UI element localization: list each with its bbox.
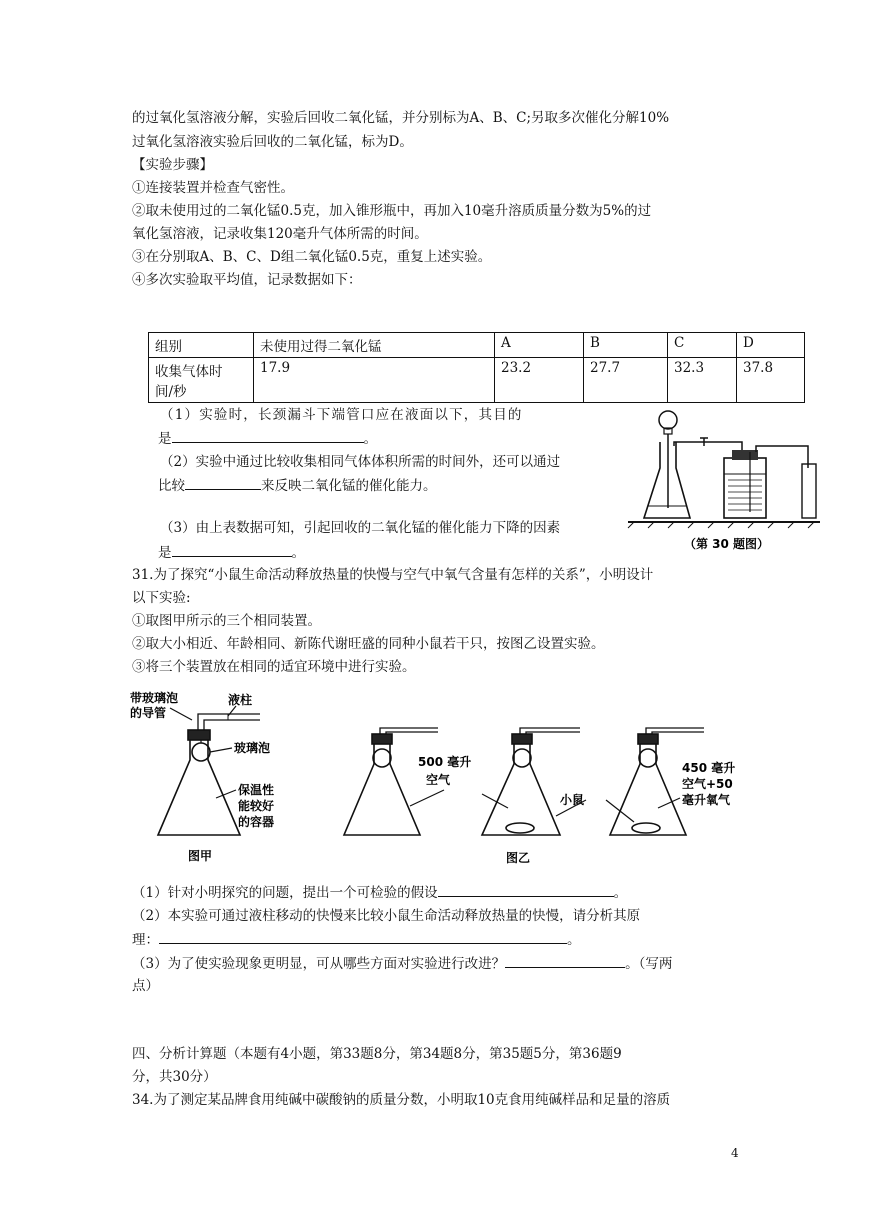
tube-label: 的导管 <box>130 706 167 720</box>
table-cell: 17.9 <box>254 358 495 403</box>
prefix: 理： <box>132 932 159 948</box>
suffix: 。 <box>613 885 628 901</box>
prefix: 比较 <box>158 478 185 494</box>
text-line: 的过氧化氢溶液分解，实验后回收二氧化锰，并分别标为A、B、C;另取多次催化分解10% <box>132 110 670 126</box>
table-cell: B <box>584 333 668 358</box>
bulb-label: 玻璃泡 <box>234 741 271 755</box>
suffix: 。 <box>291 545 305 561</box>
apparatus-figure-30 <box>624 408 824 558</box>
row-label: 收集气体时 <box>155 364 223 380</box>
figure-caption: 图甲 <box>188 849 213 863</box>
tube-label: 带玻璃泡 <box>130 691 179 705</box>
step-4: ④多次实验取平均值，记录数据如下： <box>132 272 362 288</box>
table-cell: 23.2 <box>495 358 584 403</box>
table-cell: C <box>668 333 737 358</box>
air-label: 空气 <box>426 773 451 787</box>
liquid-column-label: 液柱 <box>228 693 253 707</box>
answer-blank[interactable] <box>172 428 364 443</box>
container-label: 保温性 <box>238 783 275 797</box>
answer-blank[interactable] <box>159 929 567 944</box>
air-label: 500 毫升 <box>418 755 472 769</box>
text-line: 过氧化氢溶液实验后回收的二氧化锰，标为D。 <box>132 134 413 150</box>
mix-label: 空气+50 <box>682 777 733 791</box>
q31-step-2: ②取大小相近、年龄相同、新陈代谢旺盛的同种小鼠若干只，按图乙设置实验。 <box>132 636 605 652</box>
table-cell: 未使用过得二氧化锰 <box>254 333 495 358</box>
step-3: ③在分别取A、B、C、D组二氧化锰0.5克，重复上述实验。 <box>132 249 492 265</box>
section-heading: 【实验步骤】 <box>132 157 213 173</box>
figure-caption: （第 30 题图） <box>684 537 770 551</box>
question-text: （1）针对小明探究的问题，提出一个可检验的假设 <box>132 885 438 901</box>
section-4-heading: 四、分析计算题（本题有4小题，第33题8分，第34题8分，第35题5分，第36题9 <box>132 1046 622 1062</box>
answer-blank[interactable] <box>505 953 625 968</box>
prefix: 是 <box>158 431 172 447</box>
container-label: 能较好 <box>238 799 275 813</box>
section-4-heading-cont: 分，共30分） <box>132 1069 217 1085</box>
mouse-label: 小鼠 <box>560 793 585 807</box>
table-cell: 组别 <box>149 333 254 358</box>
table-cell: D <box>737 333 805 358</box>
q30-1-line <box>158 428 377 449</box>
question-text: （3）为了使实验现象更明显，可从哪些方面对实验进行改进？ <box>132 956 506 972</box>
table-row <box>149 358 805 403</box>
answer-blank[interactable] <box>438 882 614 897</box>
step-2: ②取未使用过的二氧化锰0.5克，加入锥形瓶中，再加入10毫升溶质质量分数为5%的过 <box>132 203 652 219</box>
table-header-row <box>149 333 805 358</box>
q31-step-3: ③将三个装置放在相同的适宜环境中进行实验。 <box>132 659 416 675</box>
q31-step-1: ①取图甲所示的三个相同装置。 <box>132 613 321 629</box>
suffix: 。 <box>567 932 581 948</box>
mix-label: 毫升氧气 <box>682 793 731 807</box>
data-table <box>148 332 805 403</box>
table-cell: 27.7 <box>584 358 668 403</box>
suffix: 。 <box>363 431 377 447</box>
q34-text: 34.为了测定某品牌食用纯碱中碳酸钠的质量分数，小明取10克食用纯碱样品和足量的溶质 <box>132 1092 671 1108</box>
q31-part-3-cont: 点） <box>132 978 159 994</box>
step-2-cont: 氧化氢溶液，记录收集120毫升气体所需的时间。 <box>132 226 428 242</box>
table-cell <box>149 358 254 403</box>
row-label: 间/秒 <box>155 384 187 400</box>
mix-label: 450 毫升 <box>682 761 736 775</box>
table-cell: 32.3 <box>668 358 737 403</box>
q31-part-3 <box>132 953 672 974</box>
suffix: 来反映二氧化锰的催化能力。 <box>261 478 437 494</box>
q30-2: （2）实验中通过比较收集相同气体体积所需的时间外，还可以通过 <box>160 454 561 470</box>
suffix: 。（写两 <box>625 956 673 972</box>
container-label: 的容器 <box>238 815 275 829</box>
q30-1: （1）实验时，长颈漏斗下端管口应在液面以下，其目的 <box>160 407 523 423</box>
figure-caption: 图乙 <box>506 851 531 865</box>
q31-intro: 31.为了探究“小鼠生命活动释放热量的快慢与空气中氧气含量有怎样的关系”，小明设计 <box>132 567 654 583</box>
table-cell: 37.8 <box>737 358 805 403</box>
q30-3: （3）由上表数据可知，引起回收的二氧化锰的催化能力下降的因素 <box>160 520 561 536</box>
apparatus-figure-31 <box>128 690 758 870</box>
q31-part-2: （2）本实验可通过液柱移动的快慢来比较小鼠生命活动释放热量的快慢，请分析其原 <box>132 908 641 924</box>
q30-2-line <box>158 475 437 496</box>
prefix: 是 <box>158 545 172 561</box>
table-cell: A <box>495 333 584 358</box>
step-1: ①连接装置并检查气密性。 <box>132 180 294 196</box>
q30-3-line <box>158 542 305 563</box>
answer-blank[interactable] <box>185 475 261 490</box>
answer-blank[interactable] <box>172 542 292 557</box>
q31-part-2-line <box>132 929 581 950</box>
q31-part-1 <box>132 882 627 903</box>
q31-intro-cont: 以下实验: <box>132 590 191 606</box>
page-number: 4 <box>731 1146 739 1160</box>
